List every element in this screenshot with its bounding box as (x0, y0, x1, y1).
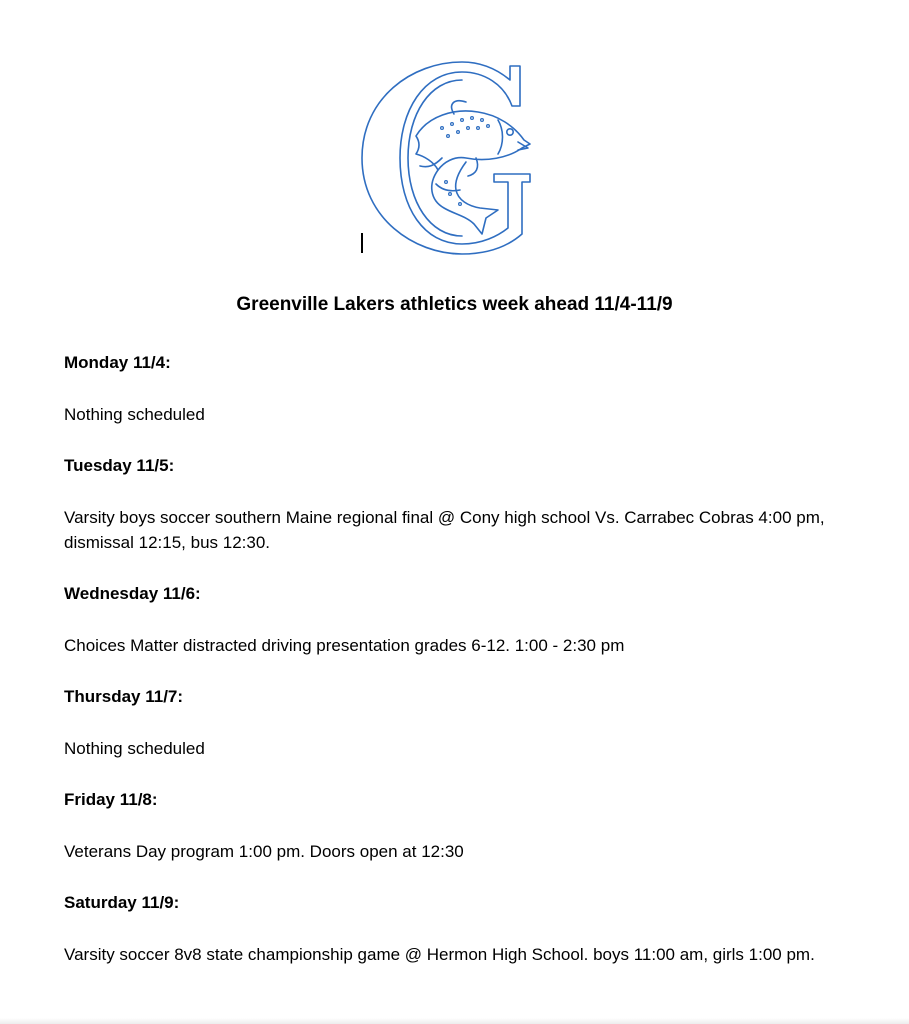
day-heading-friday: Friday 11/8: (64, 790, 158, 809)
text-cursor (361, 233, 363, 253)
event-monday: Nothing scheduled (64, 405, 205, 424)
page-title: Greenville Lakers athletics week ahead 11/4-11/9 (236, 294, 673, 315)
page-bottom-edge (0, 1018, 909, 1024)
schedule-list (64, 351, 844, 967)
greenville-g-trout-logo-icon (358, 58, 538, 258)
day-heading-thursday: Thursday 11/7: (64, 687, 184, 706)
day-heading-tuesday: Tuesday 11/5: (64, 456, 175, 475)
event-saturday: Varsity soccer 8v8 state championship game @ Hermon High School. boys 11:00 am, girls 1:00 pm. (64, 945, 815, 964)
event-wednesday: Choices Matter distracted driving presentation grades 6-12. 1:00 - 2:30 pm (64, 636, 625, 655)
day-heading-saturday: Saturday 11/9: (64, 893, 180, 912)
event-friday: Veterans Day program 1:00 pm. Doors open at 12:30 (64, 842, 464, 861)
event-tuesday: Varsity boys soccer southern Maine regional final @ Cony high school Vs. Carrabec Cobras 4:00 pm, dismissal 12:15, bus 12:30. (64, 508, 825, 552)
day-heading-monday: Monday 11/4: (64, 353, 171, 372)
event-thursday: Nothing scheduled (64, 739, 205, 758)
day-heading-wednesday: Wednesday 11/6: (64, 584, 201, 603)
